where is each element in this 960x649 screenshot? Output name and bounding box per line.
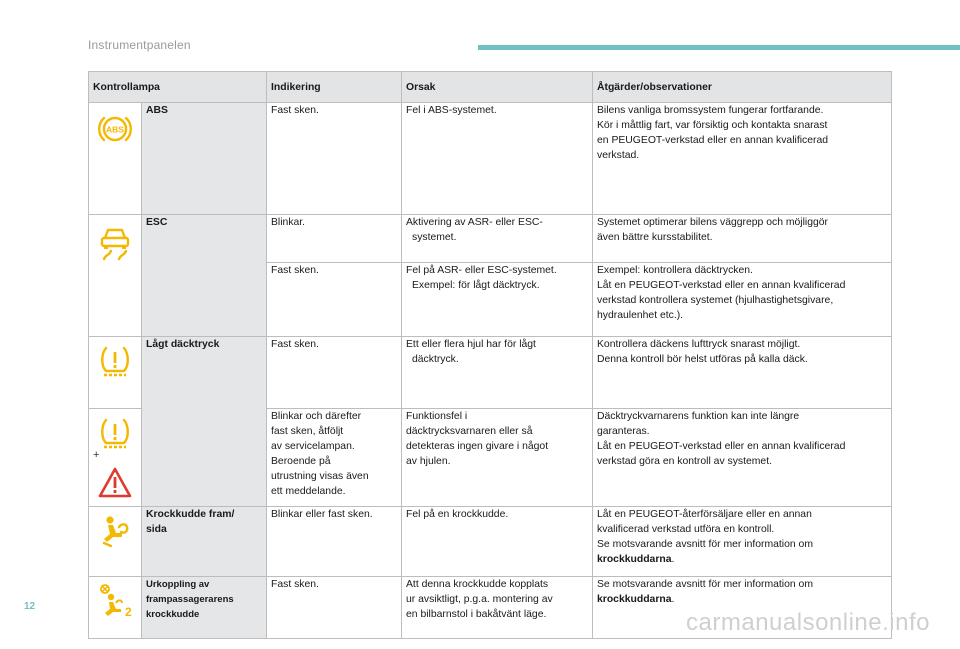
actions-text — [593, 337, 892, 409]
abs-warning-icon — [95, 109, 135, 149]
text-line: krockkudde — [146, 609, 200, 620]
actions-text — [593, 409, 892, 507]
cause-text — [402, 263, 593, 337]
lamp-name: Lågt däcktryck — [142, 337, 267, 507]
lamp-name: ESC — [142, 215, 267, 337]
text-line: detekteras ingen givare i något — [406, 441, 549, 452]
text-line: hydraulenhet etc.). — [597, 310, 684, 321]
header-accent-bar — [478, 45, 960, 50]
reference-link-text: krockkuddarna — [597, 554, 672, 565]
punctuation: . — [671, 554, 675, 565]
cause-text — [402, 337, 593, 409]
passenger-airbag-off-icon — [97, 583, 133, 619]
table-row-abs — [89, 103, 892, 215]
indication-text — [267, 409, 402, 507]
text-line: Krockkudde fram/ — [146, 509, 235, 520]
plus-sign: + — [93, 449, 100, 461]
icon-cell — [89, 215, 142, 337]
indication-text: Fast sken. — [267, 577, 402, 639]
actions-text — [593, 263, 892, 337]
text-line: en PEUGEOT-verkstad eller en annan kvalificerad — [597, 135, 829, 146]
tyre-pressure-icon — [98, 416, 132, 450]
text-line: Låt en PEUGEOT-återförsäljare eller en annan — [597, 509, 812, 520]
text-line: kvalificerad verkstad utföra en kontroll. — [597, 524, 775, 535]
text-line: verkstad kontrollera systemet (hjulhastighetsgivare, — [597, 295, 834, 306]
text-line: verkstad göra en kontroll av systemet. — [597, 456, 772, 467]
column-header-indication: Indikering — [267, 72, 402, 103]
text-line: Däcktryckvarnarens funktion kan inte längre — [597, 411, 800, 422]
icon-cell — [89, 409, 142, 507]
icon-cell — [89, 337, 142, 409]
text-line: verkstad. — [597, 150, 640, 161]
text-line: Funktionsfel i — [406, 411, 468, 422]
text-line: Aktivering av ASR- eller ESC- — [406, 217, 543, 228]
lamp-name — [142, 577, 267, 639]
cause-text: Fel på en krockkudde. — [402, 507, 593, 577]
actions-text — [593, 103, 892, 215]
icon-cell — [89, 507, 142, 577]
table-header-row — [89, 72, 892, 103]
text-line: Beroende på — [271, 456, 331, 467]
svg-text:2: 2 — [125, 605, 132, 619]
indication-text: Blinkar eller fast sken. — [267, 507, 402, 577]
text-line: däcktrycksvarnaren eller så — [406, 426, 533, 437]
text-line: även bättre kursstabilitet. — [597, 232, 713, 243]
page-number: 12 — [24, 601, 36, 612]
warning-lamp-table — [88, 71, 892, 639]
column-header-actions: Åtgärder/observationer — [593, 72, 892, 103]
text-line — [597, 552, 887, 567]
text-line: av servicelampan. — [271, 441, 355, 452]
indication-text: Blinkar. — [267, 215, 402, 263]
text-line: Låt en PEUGEOT-verkstad eller en annan kvalificerad — [597, 441, 846, 452]
text-line: Bilens vanliga bromssystem fungerar fortfarande. — [597, 105, 824, 116]
text-line: frampassagerarens — [146, 594, 234, 605]
text-line: ur avsiktligt, p.g.a. montering av — [406, 594, 553, 605]
indication-text: Fast sken. — [267, 103, 402, 215]
esc-skid-icon — [97, 221, 133, 261]
indication-text: Fast sken. — [267, 263, 402, 337]
actions-text — [593, 507, 892, 577]
punctuation: . — [671, 594, 675, 605]
cause-text — [402, 215, 593, 263]
svg-text:ABS: ABS — [106, 124, 124, 135]
text-line: Urkoppling av — [146, 579, 210, 590]
text-line: Exempel: för lågt däcktryck. — [412, 280, 540, 291]
text-line: Låt en PEUGEOT-verkstad eller en annan kvalificerad — [597, 280, 846, 291]
column-header-cause: Orsak — [402, 72, 593, 103]
text-line: systemet. — [412, 232, 457, 243]
text-line: ett meddelande. — [271, 486, 346, 497]
section-title: Instrumentpanelen — [88, 38, 191, 52]
text-line: Se motsvarande avsnitt för mer information om — [597, 539, 813, 550]
text-line: utrustning visas även — [271, 471, 369, 482]
text-line: Exempel: kontrollera däcktrycken. — [597, 265, 753, 276]
text-line: fast sken, åtföljt — [271, 426, 344, 437]
table-row-airbag — [89, 507, 892, 577]
text-line: Ett eller flera hjul har för lågt — [406, 339, 536, 350]
column-header-lamp: Kontrollampa — [89, 72, 267, 103]
airbag-fault-icon — [98, 513, 132, 547]
text-line: Kör i måttlig fart, var försiktig och kontakta snarast — [597, 120, 828, 131]
text-line: Fel på ASR- eller ESC-systemet. — [406, 265, 557, 276]
table-row-tyre-fixed — [89, 337, 892, 409]
reference-link-text: krockkuddarna — [597, 594, 672, 605]
text-line: däcktryck. — [412, 354, 459, 365]
cause-text — [402, 409, 593, 507]
lamp-name — [142, 507, 267, 577]
watermark: carmanualsonline.info — [686, 609, 930, 636]
warning-triangle-icon — [97, 466, 133, 500]
text-line: garanteras. — [597, 426, 650, 437]
text-line: Blinkar och därefter — [271, 411, 362, 422]
text-line: Kontrollera däckens lufttryck snarast möjligt. — [597, 339, 801, 350]
text-line: Se motsvarande avsnitt för mer information om — [597, 579, 813, 590]
cause-text — [402, 577, 593, 639]
text-line: Att denna krockkudde kopplats — [406, 579, 549, 590]
text-line: en bilbarnstol i bakåtvänt läge. — [406, 609, 547, 620]
indication-text: Fast sken. — [267, 337, 402, 409]
icon-cell — [89, 103, 142, 215]
table-row-esc-blinking — [89, 215, 892, 263]
icon-cell — [89, 577, 142, 639]
cause-text: Fel i ABS-systemet. — [402, 103, 593, 215]
tyre-pressure-icon — [98, 344, 132, 378]
actions-text — [593, 215, 892, 263]
text-line: sida — [146, 524, 167, 535]
lamp-name: ABS — [142, 103, 267, 215]
text-line — [597, 592, 887, 607]
text-line: av hjulen. — [406, 456, 451, 467]
text-line: Systemet optimerar bilens väggrepp och möjliggör — [597, 217, 829, 228]
text-line: Denna kontroll bör helst utföras på kalla däck. — [597, 354, 808, 365]
